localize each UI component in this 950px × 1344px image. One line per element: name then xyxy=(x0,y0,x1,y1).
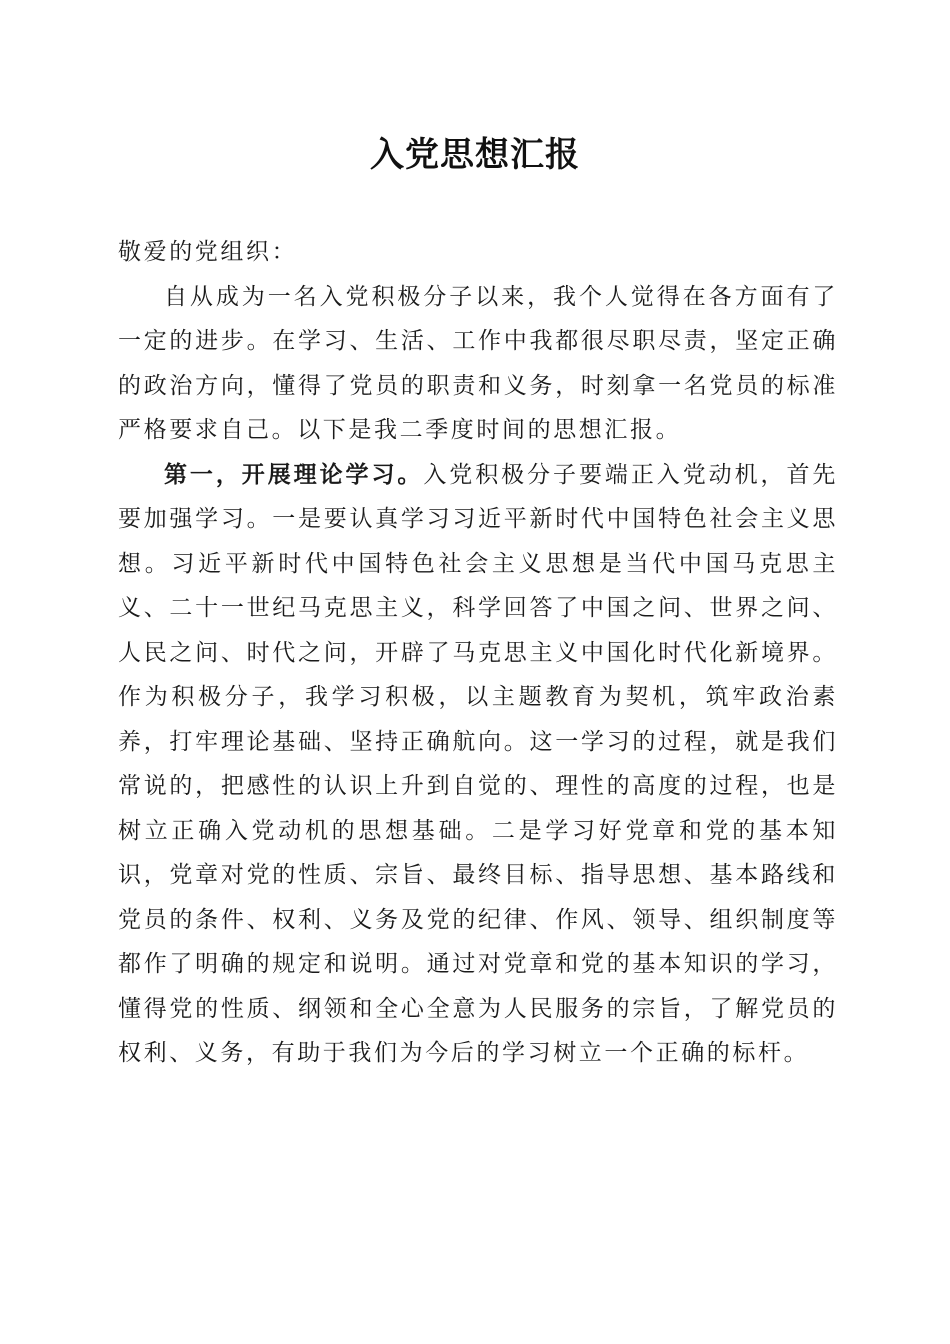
document-body xyxy=(118,230,838,1076)
paragraph-body: 入党积极分子要端正入党动机，首先要加强学习。一是要认真学习习近平新时代中国特色社会主义思想。习近平新时代中国特色社会主义思想是当代中国马克思主义、二十一世纪马克思主义，科学回答了中国之问、世界之问、人民之问、时代之问，开辟了马克思主义中国化时代化新境界。作为积极分子，我学习积极，以主题教育为契机，筑牢政治素养，打牢理论基础、坚持正确航向。这一学习的过程，就是我们常说的，把感性的认识上升到自觉的、理性的高度的过程，也是树立正确入党动机的思想基础。二是学习好党章和党的基本知识，党章对党的性质、宗旨、最终目标、指导思想、基本路线和党员的条件、权利、义务及党的纪律、作风、领导、组织制度等都作了明确的规定和说明。通过对党章和党的基本知识的学习，懂得党的性质、纲领和全心全意为人民服务的宗旨，了解党员的权利、义务，有助于我们为今后的学习树立一个正确的标杆。 xyxy=(118,461,838,1066)
paragraph-theory-study xyxy=(118,453,838,1076)
paragraph-heading: 第一，开展理论学习。 xyxy=(164,460,424,488)
paragraph-intro: 自从成为一名入党积极分子以来，我个人觉得在各方面有了一定的进步。在学习、生活、工作中我都很尽职尽责，坚定正确的政治方向，懂得了党员的职责和义务，时刻拿一名党员的标准严格要求自己。以下是我二季度时间的思想汇报。 xyxy=(118,283,838,443)
document-title: 入党思想汇报 xyxy=(370,135,580,175)
salutation: 敬爱的党组织： xyxy=(118,239,298,265)
